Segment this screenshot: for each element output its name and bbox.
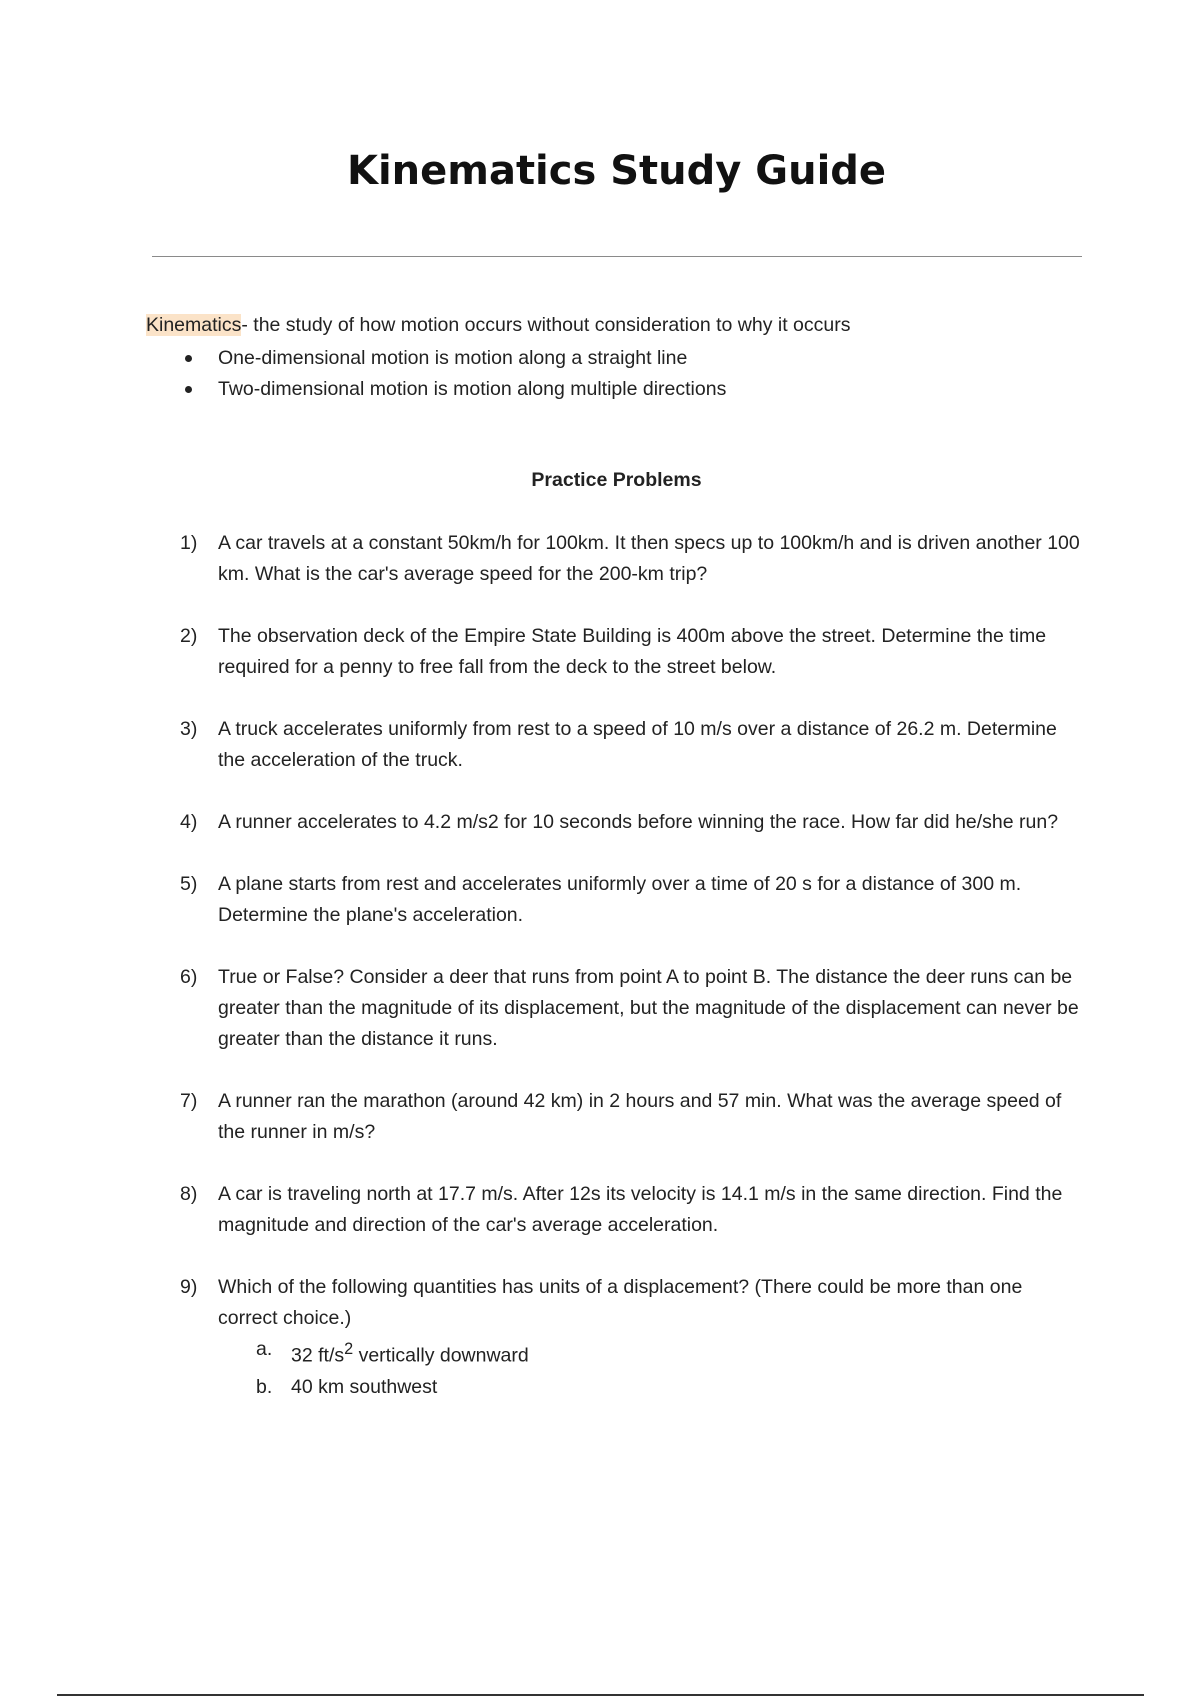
choice-list xyxy=(218,1334,1080,1403)
choice-value: 40 km southwest xyxy=(291,1375,438,1398)
problem-item xyxy=(180,1086,1080,1148)
problem-text: A plane starts from rest and accelerates uniformly over a time of 20 s for a distance of 300 m. Determine the plane's acceleration. xyxy=(218,873,1022,926)
choice-item xyxy=(218,1372,1080,1403)
title-divider xyxy=(152,256,1082,257)
section-heading: Practice Problems xyxy=(531,469,702,491)
bullet-icon xyxy=(185,355,192,362)
problem-number: 8) xyxy=(180,1183,198,1205)
problem-item xyxy=(180,528,1080,590)
problem-item xyxy=(180,807,1080,838)
problem-item xyxy=(180,962,1080,1055)
problem-text: A car travels at a constant 50km/h for 100km. It then specs up to 100km/h and is driven another 100 km. What is the car's average speed for the 200-km trip? xyxy=(218,532,1080,585)
problem-number: 2) xyxy=(180,625,198,647)
problem-text: Which of the following quantities has units of a displacement? (There could be more than one correct choice.) xyxy=(218,1276,1023,1329)
problem-number: 4) xyxy=(180,811,198,833)
footer-divider xyxy=(57,1694,1144,1696)
bullet-text: One-dimensional motion is motion along a straight line xyxy=(218,347,688,369)
problem-item xyxy=(180,1179,1080,1241)
bullet-item xyxy=(146,374,726,405)
problem-text: The observation deck of the Empire State Building is 400m above the street. Determine the time required for a penny to free fall from the deck to the street below. xyxy=(218,625,1047,678)
choice-letter: a. xyxy=(256,1338,273,1360)
problem-number: 5) xyxy=(180,873,198,895)
choice-letter: b. xyxy=(256,1375,273,1398)
definition-text: - the study of how motion occurs without consideration to why it occurs xyxy=(241,314,851,336)
problem-text: True or False? Consider a deer that runs from point A to point B. The distance the deer runs can be greater than the magnitude of its displacement, but the magnitude of the displacement can never be greater than the distance it runs. xyxy=(218,966,1079,1050)
problem-number: 3) xyxy=(180,718,198,740)
choice-suffix: vertically downward xyxy=(353,1344,529,1367)
problem-number: 6) xyxy=(180,966,198,988)
bullet-icon xyxy=(185,386,192,393)
problem-item xyxy=(180,1272,1080,1403)
bullet-item xyxy=(146,343,726,374)
problem-item xyxy=(180,714,1080,776)
problem-text: A car is traveling north at 17.7 m/s. After 12s its velocity is 14.1 m/s in the same direction. Find the magnitude and direction of the car's average acceleration. xyxy=(218,1183,1063,1236)
page-title: Kinematics Study Guide xyxy=(346,148,887,194)
problem-number: 7) xyxy=(180,1090,198,1112)
choice-item xyxy=(218,1334,1080,1372)
problem-text: A runner accelerates to 4.2 m/s2 for 10 seconds before winning the race. How far did he/she run? xyxy=(218,811,1059,833)
choice-superscript: 2 xyxy=(344,1340,354,1358)
problem-item xyxy=(180,869,1080,931)
problem-number: 1) xyxy=(180,532,198,554)
problem-number: 9) xyxy=(180,1276,198,1298)
problem-text: A runner ran the marathon (around 42 km) in 2 hours and 57 min. What was the average speed of the runner in m/s? xyxy=(218,1090,1062,1143)
problem-list xyxy=(180,528,1080,1434)
problem-item xyxy=(180,621,1080,683)
definition xyxy=(146,313,851,337)
bullet-text: Two-dimensional motion is motion along multiple directions xyxy=(218,378,727,400)
bullet-list xyxy=(146,343,726,405)
problem-text: A truck accelerates uniformly from rest to a speed of 10 m/s over a distance of 26.2 m. Determine the acceleration of the truck. xyxy=(218,718,1057,771)
highlighted-term: Kinematics xyxy=(146,314,242,336)
choice-value: 32 ft/s xyxy=(291,1344,345,1367)
